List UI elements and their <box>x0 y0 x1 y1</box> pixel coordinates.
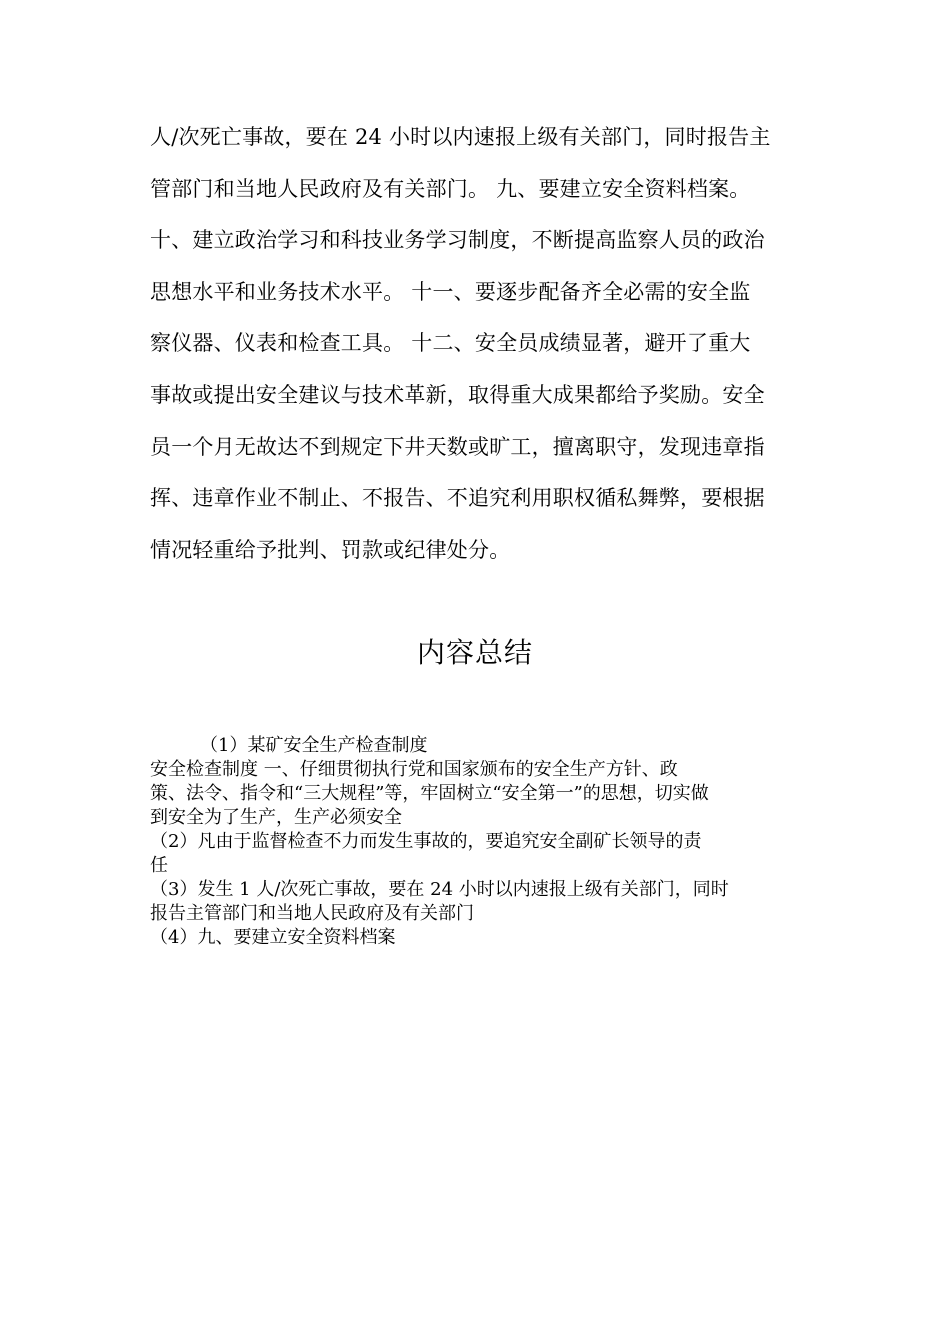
body-line: 思想水平和业务技术水平。 十一、要逐步配备齐全必需的安全监 <box>150 279 751 304</box>
body-line: 员一个月无故达不到规定下井天数或旷工，擅离职守，发现违章指 <box>150 434 765 459</box>
body-line: 十、建立政治学习和科技业务学习制度，不断提高监察人员的政治 <box>150 228 765 253</box>
summary-line: 策、法令、指令和“三大规程”等，牢固树立“安全第一”的思想，切实做 <box>150 783 709 804</box>
body-line: 管部门和当地人民政府及有关部门。 九、要建立安全资料档案。 <box>150 176 751 201</box>
summary-line: （3）发生 1 人/次死亡事故，要在 24 小时以内速报上级有关部门，同时 <box>150 879 729 900</box>
body-line: 情况轻重给予批判、罚款或纪律处分。 <box>150 537 511 562</box>
body-paragraph <box>150 112 805 576</box>
summary-title: 内容总结 <box>416 636 533 669</box>
body-line: 事故或提出安全建议与技术革新，取得重大成果都给予奖励。安全 <box>150 382 765 407</box>
summary-line: （1）某矿安全生产检查制度 <box>200 735 428 756</box>
summary-line: （2）凡由于监督检查不力而发生事故的，要追究安全副矿长领导的责 <box>150 831 702 852</box>
summary-line: 安全检查制度 一、仔细贯彻执行党和国家颁布的安全生产方针、政 <box>150 759 678 780</box>
summary-line: 报告主管部门和当地人民政府及有关部门 <box>150 903 474 924</box>
summary-line: 到安全为了生产，生产必须安全 <box>150 807 402 828</box>
body-line: 人/次死亡事故，要在 24 小时以内速报上级有关部门，同时报告主 <box>150 125 771 149</box>
summary-line: 任 <box>150 855 168 876</box>
body-line: 挥、违章作业不制止、不报告、不追究利用职权循私舞弊，要根据 <box>150 486 765 511</box>
summary-line: （4）九、要建立安全资料档案 <box>150 927 396 948</box>
body-line: 察仪器、仪表和检查工具。 十二、安全员成绩显著，避开了重大 <box>150 331 751 356</box>
summary-section <box>150 734 810 950</box>
